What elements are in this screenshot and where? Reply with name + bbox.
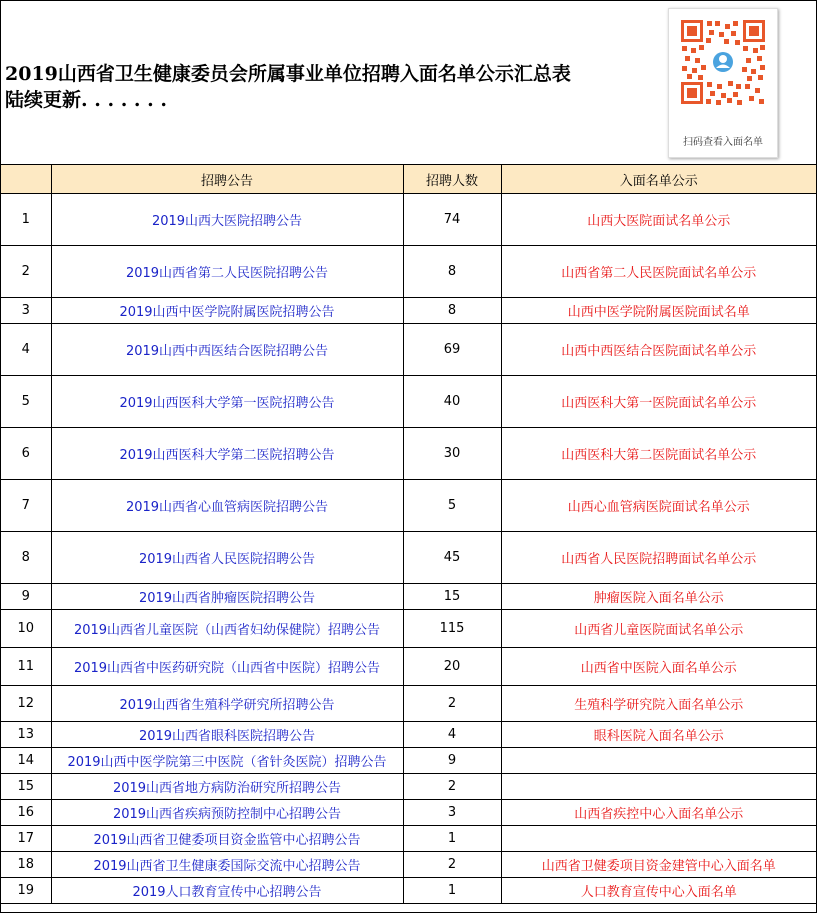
recruitment-notice-link[interactable]: 2019山西省疾病预防控制中心招聘公告 bbox=[51, 800, 403, 826]
table-row bbox=[1, 194, 816, 246]
interview-list-link[interactable]: 山西医科大第一医院面试名单公示 bbox=[501, 376, 816, 428]
recruit-count: 74 bbox=[403, 194, 501, 246]
row-number: 14 bbox=[1, 748, 51, 774]
title-line-2: 陆续更新. . . . . . . bbox=[5, 89, 167, 111]
recruit-count: 45 bbox=[403, 532, 501, 584]
row-number: 8 bbox=[1, 532, 51, 584]
recruitment-notice-link[interactable]: 2019人口教育宣传中心招聘公告 bbox=[51, 878, 403, 904]
table-row bbox=[1, 480, 816, 532]
sheet-header bbox=[1, 1, 816, 165]
recruit-count: 40 bbox=[403, 376, 501, 428]
table-header-row bbox=[1, 165, 816, 194]
row-number: 1 bbox=[1, 194, 51, 246]
interview-list-link[interactable]: 眼科医院入面名单公示 bbox=[501, 722, 816, 748]
table-row bbox=[1, 298, 816, 324]
interview-list-link[interactable]: 人口教育宣传中心入面名单 bbox=[501, 878, 816, 904]
recruit-count: 69 bbox=[403, 324, 501, 376]
row-number: 10 bbox=[1, 610, 51, 648]
recruit-count: 30 bbox=[403, 428, 501, 480]
table-row bbox=[1, 246, 816, 298]
row-number: 12 bbox=[1, 686, 51, 722]
table-row bbox=[1, 800, 816, 826]
table-row bbox=[1, 376, 816, 428]
interview-list-link[interactable]: 山西医科大第二医院面试名单公示 bbox=[501, 428, 816, 480]
interview-list-link[interactable]: 山西心血管病医院面试名单公示 bbox=[501, 480, 816, 532]
recruit-count: 20 bbox=[403, 648, 501, 686]
table-row bbox=[1, 878, 816, 904]
table-row bbox=[1, 774, 816, 800]
table-row bbox=[1, 648, 816, 686]
interview-list-link[interactable]: 山西省疾控中心入面名单公示 bbox=[501, 800, 816, 826]
recruit-count: 5 bbox=[403, 480, 501, 532]
row-number: 15 bbox=[1, 774, 51, 800]
row-number: 13 bbox=[1, 722, 51, 748]
interview-list-link[interactable]: 山西大医院面试名单公示 bbox=[501, 194, 816, 246]
recruit-count: 1 bbox=[403, 826, 501, 852]
recruitment-notice-link[interactable]: 2019山西省人民医院招聘公告 bbox=[51, 532, 403, 584]
row-number: 16 bbox=[1, 800, 51, 826]
recruitment-notice-link[interactable]: 2019山西大医院招聘公告 bbox=[51, 194, 403, 246]
col-header-count: 招聘人数 bbox=[403, 165, 501, 194]
row-number: 6 bbox=[1, 428, 51, 480]
recruitment-notice-link[interactable]: 2019山西医科大学第二医院招聘公告 bbox=[51, 428, 403, 480]
recruitment-notice-link[interactable]: 2019山西医科大学第一医院招聘公告 bbox=[51, 376, 403, 428]
recruitment-notice-link[interactable]: 2019山西省第二人民医院招聘公告 bbox=[51, 246, 403, 298]
table-row bbox=[1, 428, 816, 480]
recruitment-notice-link[interactable]: 2019山西省生殖科学研究所招聘公告 bbox=[51, 686, 403, 722]
recruit-count: 3 bbox=[403, 800, 501, 826]
col-header-list: 入面名单公示 bbox=[501, 165, 816, 194]
table-row bbox=[1, 532, 816, 584]
col-header-no bbox=[1, 165, 51, 194]
col-header-notice: 招聘公告 bbox=[51, 165, 403, 194]
interview-list-link bbox=[501, 748, 816, 774]
table-row bbox=[1, 852, 816, 878]
table-body bbox=[1, 194, 816, 904]
recruit-count: 4 bbox=[403, 722, 501, 748]
recruitment-notice-link[interactable]: 2019山西中医学院附属医院招聘公告 bbox=[51, 298, 403, 324]
interview-list-link[interactable]: 山西中医学院附属医院面试名单 bbox=[501, 298, 816, 324]
row-number: 19 bbox=[1, 878, 51, 904]
recruitment-notice-link[interactable]: 2019山西省儿童医院（山西省妇幼保健院）招聘公告 bbox=[51, 610, 403, 648]
recruit-count: 15 bbox=[403, 584, 501, 610]
recruitment-notice-link[interactable]: 2019山西省心血管病医院招聘公告 bbox=[51, 480, 403, 532]
table-row bbox=[1, 584, 816, 610]
interview-list-link[interactable]: 山西省中医院入面名单公示 bbox=[501, 648, 816, 686]
recruitment-notice-link[interactable]: 2019山西中西医结合医院招聘公告 bbox=[51, 324, 403, 376]
interview-list-link[interactable]: 山西省人民医院招聘面试名单公示 bbox=[501, 532, 816, 584]
table-row bbox=[1, 324, 816, 376]
recruit-count: 9 bbox=[403, 748, 501, 774]
recruit-count: 1 bbox=[403, 878, 501, 904]
recruit-count: 8 bbox=[403, 298, 501, 324]
interview-list-link bbox=[501, 774, 816, 800]
title-line-1: 2019山西省卫生健康委员会所属事业单位招聘入面名单公示汇总表 bbox=[5, 63, 571, 85]
qr-caption: 扫码查看入面名单 bbox=[683, 137, 763, 148]
qr-code-icon bbox=[679, 18, 767, 106]
row-number: 7 bbox=[1, 480, 51, 532]
interview-list-link[interactable]: 生殖科学研究院入面名单公示 bbox=[501, 686, 816, 722]
recruit-count: 115 bbox=[403, 610, 501, 648]
interview-list-link[interactable]: 肿瘤医院入面名单公示 bbox=[501, 584, 816, 610]
qr-code-card[interactable] bbox=[668, 8, 778, 158]
row-number: 11 bbox=[1, 648, 51, 686]
table-row bbox=[1, 722, 816, 748]
row-number: 17 bbox=[1, 826, 51, 852]
recruitment-table bbox=[1, 165, 816, 904]
row-number: 4 bbox=[1, 324, 51, 376]
table-row bbox=[1, 686, 816, 722]
table-row bbox=[1, 610, 816, 648]
interview-list-link[interactable]: 山西省第二人民医院面试名单公示 bbox=[501, 246, 816, 298]
recruit-count: 2 bbox=[403, 774, 501, 800]
recruitment-notice-link[interactable]: 2019山西省中医药研究院（山西省中医院）招聘公告 bbox=[51, 648, 403, 686]
recruitment-notice-link[interactable]: 2019山西省卫生健康委国际交流中心招聘公告 bbox=[51, 852, 403, 878]
recruitment-notice-link[interactable]: 2019山西省地方病防治研究所招聘公告 bbox=[51, 774, 403, 800]
recruitment-notice-link[interactable]: 2019山西省眼科医院招聘公告 bbox=[51, 722, 403, 748]
recruit-count: 8 bbox=[403, 246, 501, 298]
interview-list-link[interactable]: 山西省卫健委项目资金建管中心入面名单 bbox=[501, 852, 816, 878]
interview-list-link[interactable]: 山西中西医结合医院面试名单公示 bbox=[501, 324, 816, 376]
page-title bbox=[5, 61, 665, 113]
recruit-count: 2 bbox=[403, 686, 501, 722]
recruitment-notice-link[interactable]: 2019山西省肿瘤医院招聘公告 bbox=[51, 584, 403, 610]
row-number: 2 bbox=[1, 246, 51, 298]
interview-list-link bbox=[501, 826, 816, 852]
row-number: 9 bbox=[1, 584, 51, 610]
table-row bbox=[1, 748, 816, 774]
row-number: 18 bbox=[1, 852, 51, 878]
recruitment-notice-link[interactable]: 2019山西省卫健委项目资金监管中心招聘公告 bbox=[51, 826, 403, 852]
recruitment-notice-link[interactable]: 2019山西中医学院第三中医院（省针灸医院）招聘公告 bbox=[51, 748, 403, 774]
table-row bbox=[1, 826, 816, 852]
row-number: 5 bbox=[1, 376, 51, 428]
recruit-count: 2 bbox=[403, 852, 501, 878]
interview-list-link[interactable]: 山西省儿童医院面试名单公示 bbox=[501, 610, 816, 648]
row-number: 3 bbox=[1, 298, 51, 324]
